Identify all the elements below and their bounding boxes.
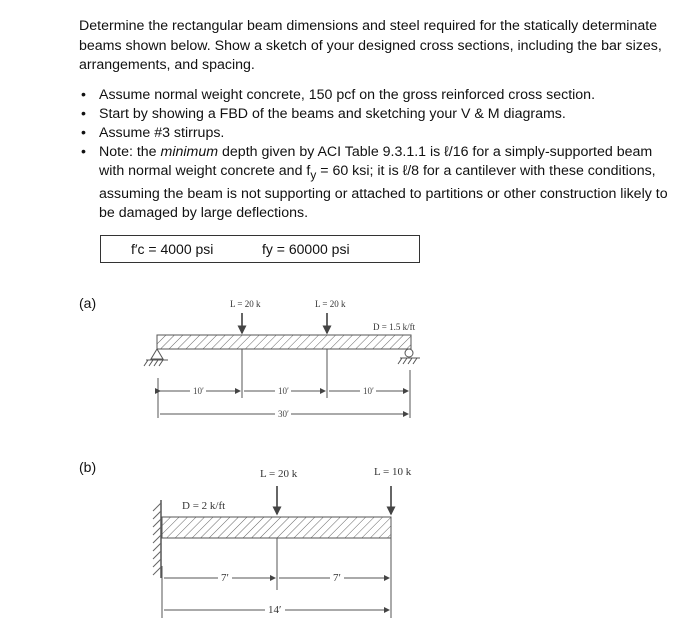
bullet-text: Assume #3 stirrups. bbox=[99, 125, 225, 141]
list-item: • Assume normal weight concrete, 150 pcf on the gross reinforced cross section. bbox=[81, 87, 596, 103]
dimension-label: 14′ bbox=[268, 604, 282, 616]
figure-b-label: (b) bbox=[79, 459, 97, 475]
load-label: L = 20 k bbox=[230, 299, 261, 309]
fy-value: fy = 60000 psi bbox=[262, 241, 350, 257]
dimension-label: 7′ bbox=[221, 572, 229, 584]
dead-load-label: D = 1.5 k/ft bbox=[373, 322, 416, 332]
beam-b bbox=[162, 517, 391, 538]
dimension-label: 10′ bbox=[193, 386, 204, 396]
dimension-label: 30′ bbox=[278, 409, 289, 419]
bullet-text: Assume normal weight concrete, 150 pcf on the gross reinforced cross section. bbox=[99, 87, 596, 103]
note-emphasis: minimum bbox=[160, 144, 219, 160]
fixed-support-icon bbox=[153, 500, 161, 578]
dimension-label: 10′ bbox=[363, 386, 374, 396]
note-item: • Note: the minimum depth given by ACI Table 9.3.1.1 is ℓ/16 for a simply-supported beam with normal weight concrete and $f_y = 60$ ksi; it is ℓ/8 for a cantilever with these conditions, assuming the beam is not supporting or attached to partitions or other construction likely to be damaged by large deflections. bbox=[81, 144, 668, 221]
fc-value: f′c = 4000 psi bbox=[131, 241, 214, 257]
beam-a bbox=[157, 335, 411, 349]
dimension-label: 10′ bbox=[278, 386, 289, 396]
simply-supported-beam bbox=[144, 299, 420, 419]
problem-statement: Determine the rectangular beam dimensions and steel required for the statically determinate beams shown below. Show a sketch of your designed cross sections, including the bar sizes, arrangements, and spacing. bbox=[79, 18, 662, 73]
load-label: L = 10 k bbox=[374, 466, 412, 478]
bullet-text: Start by showing a FBD of the beams and sketching your V & M diagrams. bbox=[99, 106, 566, 122]
dimension-label: 7′ bbox=[333, 572, 341, 584]
list-item: • Start by showing a FBD of the beams and sketching your V & M diagrams. bbox=[81, 106, 566, 122]
roller-support-icon bbox=[398, 349, 420, 364]
pin-support-icon bbox=[144, 349, 168, 366]
cantilever-beam bbox=[153, 466, 412, 618]
figure-a-label: (a) bbox=[79, 295, 97, 311]
note-prefix: Note: the bbox=[99, 144, 161, 160]
note-subscript: y bbox=[310, 167, 317, 182]
load-label: L = 20 k bbox=[260, 468, 298, 480]
note-suffix: = 60 ksi; it is ℓ/8 for a cantilever with these conditions, assuming the beam is not supporting or attached to partitions or other construction likely to be damaged by large deflections. bbox=[99, 163, 668, 221]
note-middle: depth given by ACI Table 9.3.1.1 is ℓ/16 for a simply-supported beam with normal weight concrete and f bbox=[99, 144, 653, 179]
dead-load-label: D = 2 k/ft bbox=[182, 500, 226, 512]
list-item: • Assume #3 stirrups. bbox=[81, 125, 225, 141]
load-label: L = 20 k bbox=[315, 299, 346, 309]
